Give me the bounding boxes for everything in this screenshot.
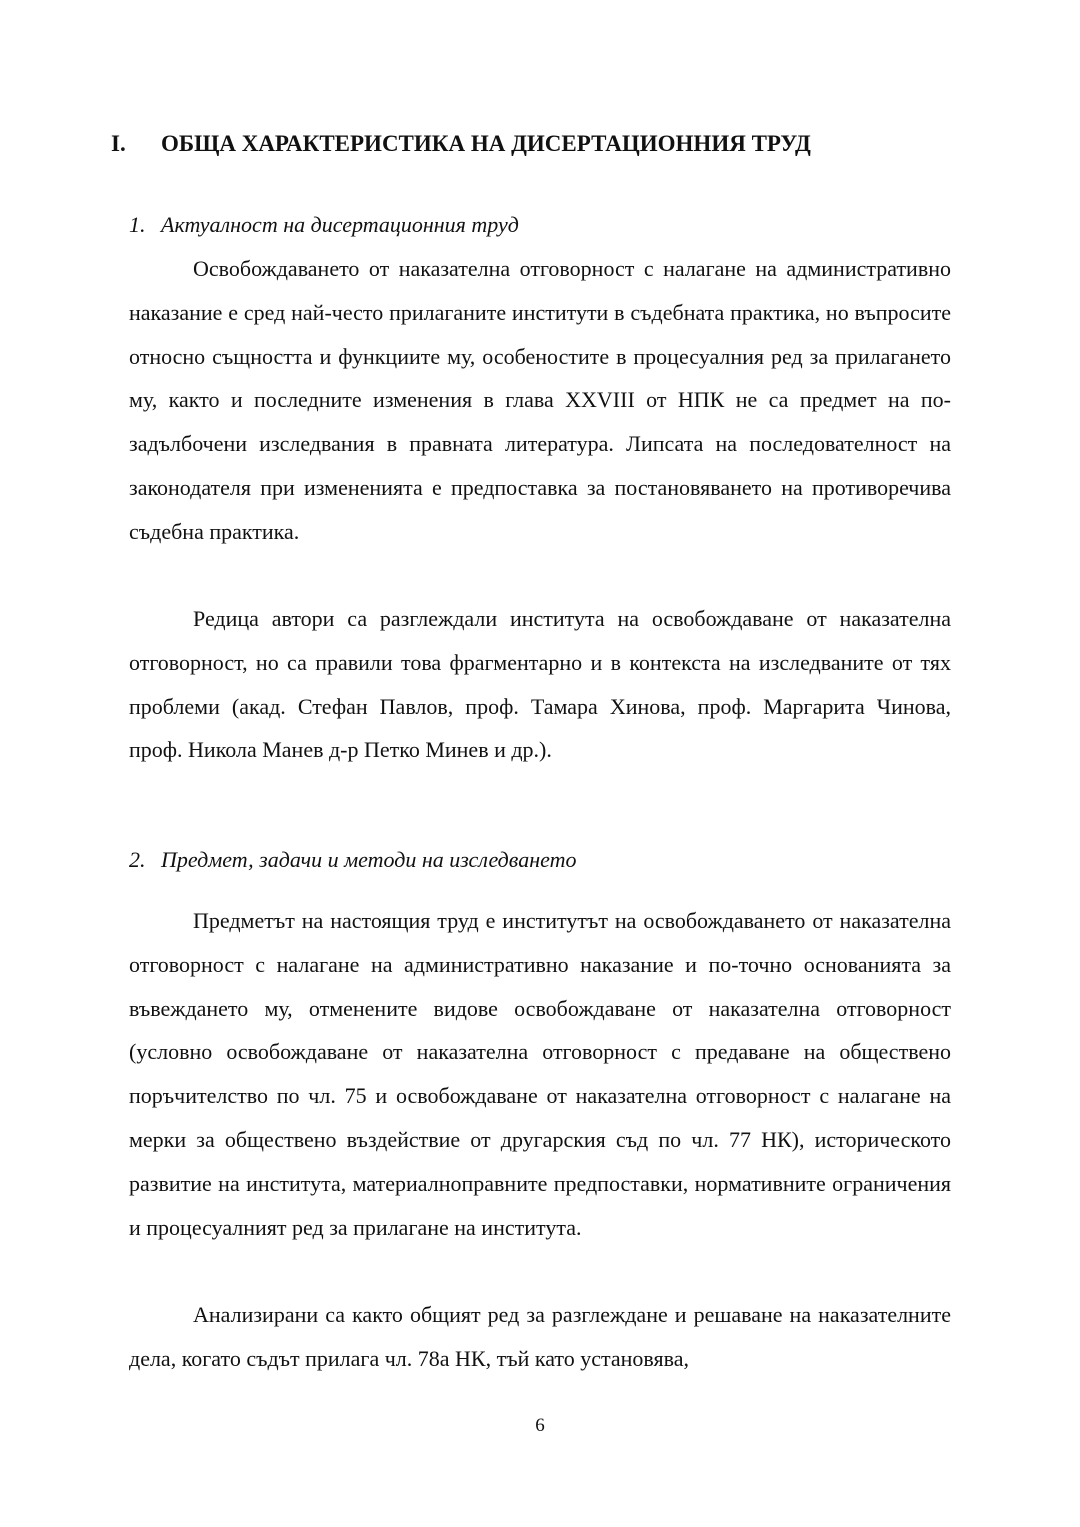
section-2-title: Предмет, задачи и методи на изследването <box>161 847 577 872</box>
section-heading-1 <box>129 209 949 241</box>
section-2-paragraph-2: Анализирани са както общият ред за разглеждане и решаване на наказателните дела, когато съдът прилага чл. 78а НК, тъй като установява, <box>129 1302 951 1371</box>
chapter-title: ОБЩА ХАРАКТЕРИСТИКА НА ДИСЕРТАЦИОННИЯ ТРУД <box>161 131 811 156</box>
section-1-paragraph-2: Редица автори са разглеждали института на освобождаване от наказателна отговорност, но са правили това фрагментарно и в контекста на изследваните от тях проблеми (акад. Стефан Павлов, проф. Тамара Хинова, проф. Маргарита Чинова, проф. Никола Манев д-р Петко Минев и др.). <box>129 606 951 763</box>
section-1-title: Актуалност на дисертационния труд <box>161 212 519 237</box>
chapter-heading <box>111 128 971 160</box>
section-1-number: 1. <box>129 212 146 237</box>
section-heading-2 <box>129 844 949 876</box>
section-2-paragraph-1: Предметът на настоящия труд е институтът на освобождаването от наказателна отговорност с налагане на административно наказание и по-точно основанията за въвеждането му, отменените видове освобождаване от наказателна отговорност (условно освобождаване от наказателна отговорност с предаване на обществено поръчителство по чл. 75 и освобождаване от наказателна отговорност с налагане на мерки за обществено въздействие от другарския съд по чл. 77 НК), историческото развитие на института, материалноправните предпоставки, нормативните ограничения и процесуалният ред за прилагане на института. <box>129 908 951 1240</box>
section-1-paragraph-1: Освобождаването от наказателна отговорност с налагане на административно наказание е сред най-често прилаганите институти в съдебната практика, но въпросите относно същността и функциите му, особеностите в процесуалния ред за прилагането му, както и последните изменения в глава XXVIII от НПК не са предмет на по-задълбочени изследвания в правната литература. Липсата на последователност на законодателя при измененията е предпоставка за постановяването на противоречива съдебна практика. <box>129 256 951 544</box>
section-2-number: 2. <box>129 847 146 872</box>
page-number: 6 <box>535 1415 545 1436</box>
chapter-number: I. <box>111 131 126 156</box>
